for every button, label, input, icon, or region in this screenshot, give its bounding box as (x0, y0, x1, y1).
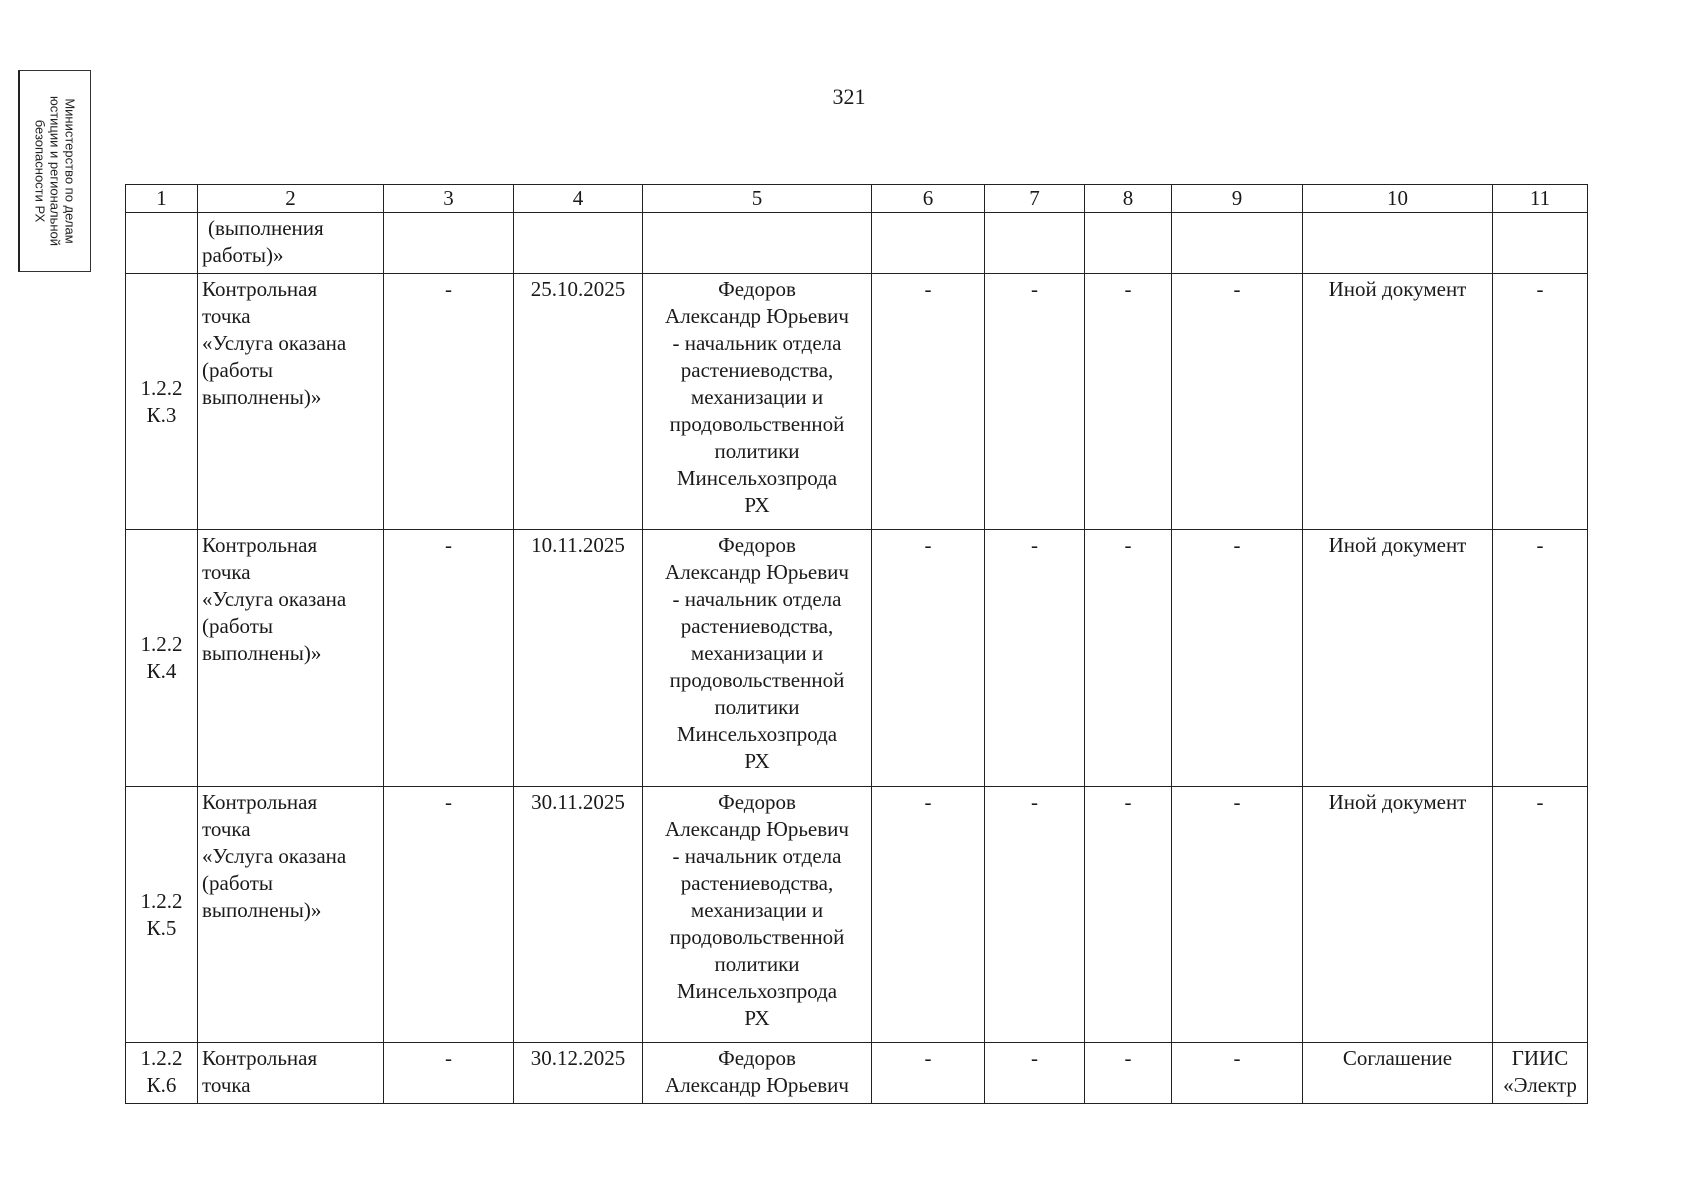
cell-responsible (643, 273, 872, 530)
name-line: «Услуга оказана (202, 843, 347, 868)
column-header: 3 (384, 185, 514, 213)
cell-date: 30.11.2025 (514, 786, 643, 1043)
cell-col11: - (1493, 273, 1588, 530)
cell-col6: - (872, 786, 985, 1043)
cell-col9: - (1172, 1043, 1303, 1104)
cell-col6: - (872, 530, 985, 787)
responsible-line: РХ (744, 749, 770, 774)
table-header-row (126, 185, 1588, 213)
cell-col8: - (1085, 530, 1172, 787)
responsible-line: продовольственной (669, 924, 845, 949)
cell-col11 (1493, 1043, 1588, 1104)
responsible-line: - начальник отдела (672, 587, 842, 612)
responsible-line: Александр Юрьевич (665, 816, 849, 841)
table-row (126, 1043, 1588, 1104)
name-line: выполнены)» (202, 897, 322, 922)
cell-name (198, 1043, 384, 1104)
col11-line: ГИИС (1511, 1046, 1569, 1071)
responsible-line: Федоров (718, 789, 796, 814)
column-header: 4 (514, 185, 643, 213)
responsible-line: - начальник отдела (672, 843, 842, 868)
name-line: точка (202, 560, 251, 585)
row-number-line: 1.2.2 (140, 1046, 183, 1071)
stamp-line: юстиции и региональной (47, 95, 63, 247)
cell-responsible (643, 530, 872, 787)
cell-name (198, 530, 384, 787)
responsible-line: продовольственной (669, 668, 845, 693)
column-header: 11 (1493, 185, 1588, 213)
column-header: 2 (198, 185, 384, 213)
cell-col8: - (1085, 786, 1172, 1043)
cell-col7: - (985, 530, 1085, 787)
cell-col3: - (384, 786, 514, 1043)
cell-col7: - (985, 786, 1085, 1043)
cell-doc-type: Соглашение (1303, 1043, 1493, 1104)
cell-empty (514, 213, 643, 274)
responsible-line: Федоров (718, 1046, 796, 1071)
name-line: Контрольная (202, 276, 318, 301)
responsible-line: политики (714, 438, 800, 463)
column-header: 8 (1085, 185, 1172, 213)
cell-col9: - (1172, 530, 1303, 787)
cell-number (126, 273, 198, 530)
column-header: 5 (643, 185, 872, 213)
responsible-line: механизации и (690, 384, 824, 409)
cell-empty (985, 213, 1085, 274)
responsible-line: растениеводства, (680, 614, 834, 639)
name-line: (работы (202, 357, 274, 382)
name-line: работы)» (202, 243, 284, 268)
table-row (126, 786, 1588, 1043)
row-number-line: 1.2.2 (140, 375, 183, 400)
cell-empty (872, 213, 985, 274)
column-header: 1 (126, 185, 198, 213)
name-line: выполнены)» (202, 641, 322, 666)
responsible-line: Федоров (718, 533, 796, 558)
cell-number (126, 1043, 198, 1104)
responsible-line: политики (714, 695, 800, 720)
name-line: (работы (202, 614, 274, 639)
cell-col7: - (985, 273, 1085, 530)
table-row-continuation (126, 213, 1588, 274)
responsible-line: Минсельхозпрода (676, 465, 838, 490)
cell-number (126, 530, 198, 787)
cell-col8: - (1085, 273, 1172, 530)
cell-empty (643, 213, 872, 274)
cell-name (198, 213, 384, 274)
cell-col3: - (384, 273, 514, 530)
cell-number (126, 213, 198, 274)
name-line: точка (202, 816, 251, 841)
cell-number (126, 786, 198, 1043)
table-row (126, 530, 1588, 787)
cell-name (198, 273, 384, 530)
cell-empty (1172, 213, 1303, 274)
responsible-line: РХ (744, 492, 770, 517)
cell-doc-type: Иной документ (1303, 786, 1493, 1043)
cell-doc-type: Иной документ (1303, 530, 1493, 787)
responsible-line: механизации и (690, 897, 824, 922)
row-number-line: К.3 (146, 402, 177, 427)
row-number-line: К.4 (146, 659, 177, 684)
row-number-line: К.6 (146, 1073, 177, 1098)
cell-col6: - (872, 273, 985, 530)
cell-doc-type: Иной документ (1303, 273, 1493, 530)
page-number: 321 (832, 84, 866, 109)
schedule-table (125, 184, 1588, 1104)
responsible-line: продовольственной (669, 411, 845, 436)
name-line: (работы (202, 870, 274, 895)
cell-empty (384, 213, 514, 274)
responsible-line: Александр Юрьевич (665, 303, 849, 328)
row-number-line: К.5 (146, 915, 177, 940)
name-line: точка (202, 1073, 251, 1098)
table-row (126, 273, 1588, 530)
name-line: «Услуга оказана (202, 330, 347, 355)
row-number-line: 1.2.2 (140, 632, 183, 657)
stamp-line: безопасности РХ (32, 119, 48, 223)
stamp-line: Министерство по делам (62, 98, 78, 244)
column-header: 6 (872, 185, 985, 213)
cell-empty (1085, 213, 1172, 274)
name-line: Контрольная (202, 533, 318, 558)
responsible-line: растениеводства, (680, 870, 834, 895)
cell-responsible (643, 786, 872, 1043)
cell-date: 10.11.2025 (514, 530, 643, 787)
responsible-line: Александр Юрьевич (665, 1073, 849, 1098)
row-number-line: 1.2.2 (140, 888, 183, 913)
responsible-line: РХ (744, 1005, 770, 1030)
col11-line: «Электр (1503, 1073, 1577, 1098)
cell-col9: - (1172, 273, 1303, 530)
cell-date: 25.10.2025 (514, 273, 643, 530)
responsible-line: Федоров (718, 276, 796, 301)
cell-name (198, 786, 384, 1043)
name-line: Контрольная (202, 1046, 318, 1071)
cell-col9: - (1172, 786, 1303, 1043)
responsible-line: Минсельхозпрода (676, 978, 838, 1003)
responsible-line: - начальник отдела (672, 330, 842, 355)
cell-empty (1303, 213, 1493, 274)
cell-col3: - (384, 1043, 514, 1104)
cell-col3: - (384, 530, 514, 787)
cell-responsible (643, 1043, 872, 1104)
column-header: 9 (1172, 185, 1303, 213)
name-line: (выполнения (208, 216, 324, 241)
cell-col8: - (1085, 1043, 1172, 1104)
name-line: выполнены)» (202, 384, 322, 409)
cell-col6: - (872, 1043, 985, 1104)
name-line: Контрольная (202, 789, 318, 814)
cell-col11: - (1493, 786, 1588, 1043)
responsible-line: Александр Юрьевич (665, 560, 849, 585)
responsible-line: механизации и (690, 641, 824, 666)
cell-empty (1493, 213, 1588, 274)
cell-col7: - (985, 1043, 1085, 1104)
name-line: «Услуга оказана (202, 587, 347, 612)
responsible-line: Минсельхозпрода (676, 722, 838, 747)
cell-col11: - (1493, 530, 1588, 787)
responsible-line: политики (714, 951, 800, 976)
column-header: 7 (985, 185, 1085, 213)
cell-date: 30.12.2025 (514, 1043, 643, 1104)
responsible-line: растениеводства, (680, 357, 834, 382)
name-line: точка (202, 303, 251, 328)
column-header: 10 (1303, 185, 1493, 213)
